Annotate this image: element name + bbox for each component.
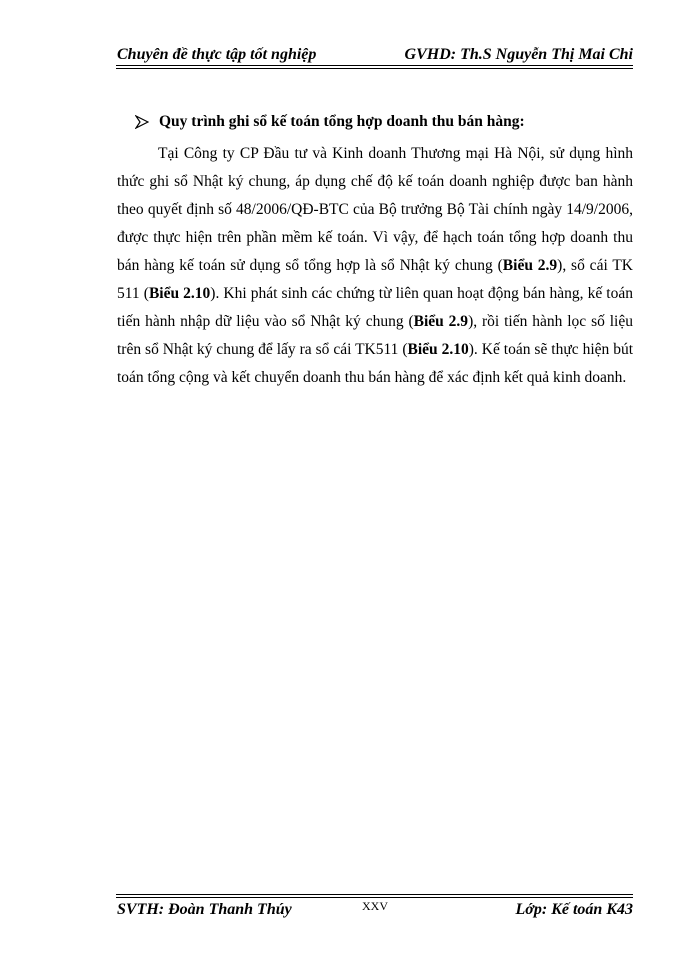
- header-right-text: GVHD: Th.S Nguyễn Thị Mai Chi: [404, 46, 633, 63]
- paragraph-text: ). Khi phát sinh các chứng từ liên quan hoạt động bán hàng, kế toán tiến hành nhập dữ liệu vào sổ Nhật ký chung (: [117, 285, 633, 330]
- page-number: XXV: [362, 899, 388, 913]
- page-header: [117, 40, 633, 64]
- section-heading-text: Quy trình ghi sổ kế toán tổng hợp doanh thu bán hàng:: [159, 113, 525, 130]
- footer-rule-thick: [116, 897, 633, 898]
- figure-reference: Biểu 2.10: [148, 285, 211, 302]
- figure-reference: Biểu 2.9: [502, 257, 558, 274]
- figure-reference: Biểu 2.10: [407, 341, 469, 358]
- section-heading: [135, 113, 525, 131]
- body-paragraph: [117, 140, 633, 392]
- footer-right-text: Lớp: Kế toán K43: [515, 901, 633, 918]
- header-rule-thin: [116, 68, 633, 69]
- header-left-text: Chuyên đề thực tập tốt nghiệp: [117, 46, 317, 63]
- footer-left-text: SVTH: Đoàn Thanh Thúy: [117, 901, 292, 918]
- paragraph-text: ), sổ cái TK 511 (: [117, 257, 633, 302]
- page-footer: [117, 899, 633, 923]
- arrowhead-bullet-icon: [135, 115, 149, 129]
- paragraph-text: Tại Công ty CP Đầu tư và Kinh doanh Thương mại Hà Nội, sử dụng hình thức ghi sổ Nhật ký chung, áp dụng chế độ kế toán doanh nghiệp được ban hành theo quyết định số 48/2006/QĐ-BTC của Bộ trưởng Bộ Tài chính ngày 14/9/2006, được thực hiện trên phần mềm kế toán. Vì vậy, để hạch toán tổng hợp doanh thu bán hàng kế toán sử dụng sổ tổng hợp là sổ Nhật ký chung (: [117, 145, 633, 274]
- paragraph-text: ). Kế toán sẽ thực hiện bút toán tổng cộng và kết chuyển doanh thu bán hàng để xác định kết quả kinh doanh.: [117, 341, 634, 386]
- header-rule-thick: [116, 65, 633, 66]
- figure-reference: Biểu 2.9: [413, 313, 469, 330]
- footer-rule-thin: [116, 894, 633, 895]
- paragraph-text: ), rồi tiến hành lọc số liệu trên sổ Nhật ký chung để lấy ra sổ cái TK511 (: [117, 313, 633, 358]
